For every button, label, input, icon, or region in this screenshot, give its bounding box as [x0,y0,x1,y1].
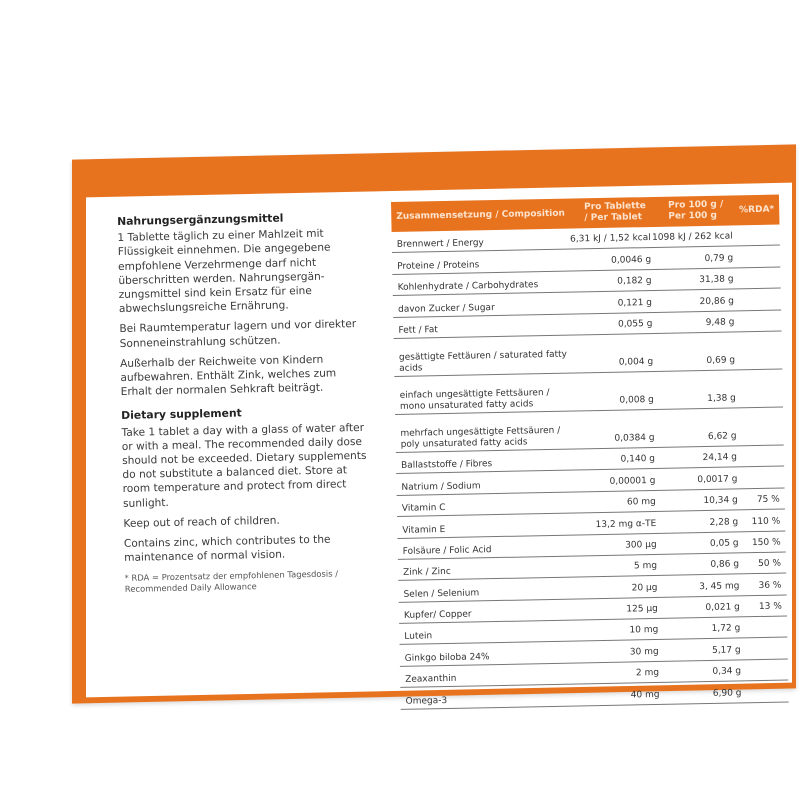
cell-per-100g: 1,38 g [707,393,736,404]
cell-per-100g: 5,17 g [711,645,741,656]
cell-per-100g: 24,14 g [702,452,738,464]
cell-rda [736,403,778,407]
rda-footnote: * RDA = Prozentsatz der empfohlenen Tagesdosis / Recommended Daily Allowance [124,568,339,595]
cell-per-tablet: 60 mg [626,497,656,508]
header-composition: Zusammensetzung / Composition [396,208,565,222]
cell-per-tablet: 125 µg [626,604,658,615]
cell-per-100g: 0,0017 g [697,474,738,485]
header-rda: %RDA* [739,204,775,215]
header-per-100g: Pro 100 g / Per 100 g [668,199,724,222]
cell-per-100g: 9,48 g [705,317,735,328]
composition-table [391,195,789,710]
cell-rda: 13 % [758,601,782,613]
cell-nutrient: Proteine / Proteins [397,260,480,272]
cell-nutrient: Folsäure / Folic Acid [402,545,492,557]
cell-per-100g: 0,69 g [706,355,736,366]
cell-per-tablet: 20 µg [631,582,658,594]
cell-per-100g: 0,05 g [709,538,739,549]
cell-nutrient: Lutein [404,631,433,643]
cell-per-100g: 2,28 g [709,516,739,528]
cell-per-100g: 0,86 g [710,559,740,571]
german-usage: 1 Tablette täglich zu einer Mahlzeit mit Flüssigkeit einnehmen. Die angegebene empfohlene Verzehrmenge darf nicht überschritten werden. Nahrungsergänzungsmittel sind kein Ersatz für eine abwechslungsreiche Ernährung. [117,227,331,316]
cell-rda [742,697,784,701]
cell-rda: 150 % [751,537,781,549]
cell-rda: 75 % [756,494,780,506]
cell-per-tablet: 40 mg [630,689,660,701]
cell-per-tablet: 0,0384 g [614,432,655,444]
cell-rda [734,305,776,309]
cell-nutrient: gesättigte Fettäuren / saturated fatty acids [398,349,568,374]
cell-per-100g: 0,79 g [704,253,734,264]
cell-rda [741,654,783,658]
cell-nutrient: Selen / Selenium [403,588,480,600]
cell-nutrient: Fett / Fat [398,325,439,336]
cell-rda: 50 % [758,558,782,570]
cell-rda [735,365,777,369]
cell-rda [734,327,776,331]
english-usage: Take 1 tablet a day with a glass of water after or with a meal. The recommended daily dose should not be exceeded. Dietary supplements do not substitute a balanced diet. Store at room temperature and protect from direct sunlight. [121,421,367,510]
cell-rda: 110 % [751,516,781,527]
cell-nutrient: einfach ungesättigte Fettsäuren / mono unsaturated fatty acids [399,387,550,412]
cell-nutrient: Ginkgo biloba 24% [404,652,490,664]
cell-per-tablet: 0,00001 g [609,475,656,487]
cell-rda [733,241,775,245]
cell-per-tablet: 0,140 g [620,454,656,465]
cell-per-tablet: 0,008 g [619,394,654,406]
cell-per-100g: 0,34 g [712,666,742,678]
cell-per-tablet: 5 mg [633,561,658,572]
english-heading: Dietary supplement [121,406,242,423]
cell-nutrient: davon Zucker / Sugar [397,302,495,315]
cell-rda [733,262,775,266]
cell-per-tablet: 2 mg [635,668,660,679]
cell-nutrient: Natrium / Sodium [401,481,481,493]
cell-per-100g: 0,021 g [705,602,740,614]
english-warning: Keep out of reach of children. [123,514,280,530]
cell-rda [741,676,783,680]
cell-rda [737,483,779,487]
cell-per-tablet: 13,2 mg α-TE [595,518,657,530]
cell-rda [734,284,776,288]
cell-per-100g: 1,72 g [711,623,741,635]
german-warning: Außerhalb der Reichweite von Kindern aufbewahren. Enthält Zink, welches zum Erhalt der normalen Sehkraft beiträgt. [119,353,337,399]
cell-per-tablet: 0,0046 g [610,254,652,266]
german-storage: Bei Raumtemperatur lagern und vor direkter Sonneneinstrahlung schützen. [119,318,357,350]
cell-per-tablet: 300 µg [625,539,657,551]
cell-nutrient: mehrfach ungesättigte Fettsäuren / poly unsaturated fatty acids [400,425,561,450]
cell-rda [737,441,779,445]
cell-nutrient: Brennwert / Energy [396,238,484,251]
cell-per-tablet: 0,055 g [617,318,653,330]
cell-nutrient: Kohlenhydrate / Carbohydrates [397,280,539,294]
cell-per-100g: 6,62 g [707,431,737,442]
german-heading: Nahrungsergänzungsmittel [117,211,284,228]
cell-per-tablet: 30 mg [629,646,659,658]
cell-nutrient: Omega-3 [405,695,448,707]
cell-nutrient: Vitamin C [401,503,446,514]
cell-rda [737,462,779,466]
cell-nutrient: Zeaxanthin [405,674,457,686]
cell-nutrient: Vitamin E [402,524,446,536]
header-per-tablet: Pro Tablette / Per Tablet [584,201,646,224]
cell-per-100g: 6,90 g [712,688,742,699]
cell-rda: 36 % [758,580,782,591]
cell-per-tablet: 0,004 g [618,356,654,368]
cell-nutrient: Ballaststoffe / Fibres [400,459,493,472]
instructions-column [117,210,370,602]
cell-per-100g: 10,34 g [703,495,738,507]
cell-per-tablet: 0,182 g [617,276,652,287]
cell-per-100g: 1098 kJ / 262 kcal [652,231,733,244]
cell-per-100g: 31,38 g [699,274,734,286]
cell-per-100g: 3, 45 mg [699,581,740,592]
cell-nutrient: Zink / Zinc [403,567,451,579]
cell-per-tablet: 0,121 g [617,297,653,309]
cell-per-100g: 20,86 g [699,295,735,307]
cell-per-tablet: 10 mg [629,625,659,636]
cell-nutrient: Kupfer/ Copper [403,609,472,621]
cell-per-tablet: 6,31 kJ / 1,52 kcal [570,233,651,245]
cell-rda [740,633,782,637]
english-zinc-claim: Contains zinc, which contributes to the maintenance of normal vision. [123,533,331,565]
